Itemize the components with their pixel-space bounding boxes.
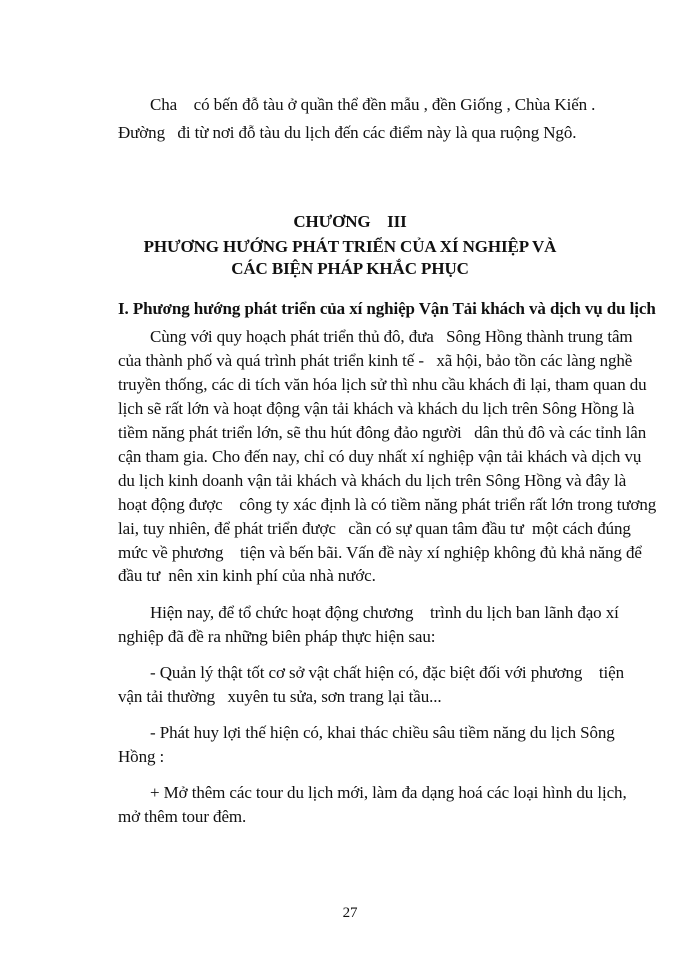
paragraph-line: lai, tuy nhiên, để phát triển được cần có sự quan tâm đầu tư một cách đúng [118,519,631,538]
chapter-title-line-2: CÁC BIỆN PHÁP KHẮC PHỤC [231,259,469,278]
list-item-line: Hồng : [118,747,165,766]
list-item-line: mở thêm tour đêm. [118,807,247,826]
list-item-line: - Phát huy lợi thế hiện có, khai thác chiều sâu tiềm năng du lịch Sông [150,723,615,742]
chapter-title-line-1: PHƯƠNG HƯỚNG PHÁT TRIỂN CỦA XÍ NGHIỆP VÀ [143,237,557,256]
paragraph-line: Hiện nay, để tổ chức hoạt động chương trình du lịch ban lãnh đạo xí [150,603,619,622]
section-heading: I. Phương hướng phát triển của xí nghiệp Vận Tải khách và dịch vụ du lịch [118,299,656,318]
paragraph-line: lịch sẽ rất lớn và hoạt động vận tải khách và khách du lịch trên Sông Hồng là [118,399,635,418]
paragraph-line: đầu tư nên xin kinh phí của nhà nước. [118,566,376,585]
intro-line-1: Cha có bến đỗ tàu ở quần thể đền mẫu , đền Giống , Chùa Kiến . [150,95,596,114]
paragraph-line: hoạt động được công ty xác định là có tiềm năng phát triển rất lớn trong tương [118,495,657,514]
paragraph-line: tiềm năng phát triển lớn, sẽ thu hút đông đảo người dân thủ đô và các tỉnh lân [118,423,647,442]
paragraph-line: Cùng với quy hoạch phát triển thủ đô, đưa Sông Hồng thành trung tâm [150,327,633,346]
paragraph-line: cận tham gia. Cho đến nay, chỉ có duy nhất xí nghiệp vận tải khách và dịch vụ [118,447,642,466]
paragraph-line: du lịch kinh doanh vận tải khách và khách du lịch trên Sông Hồng và đây là [118,471,627,490]
list-item-line: - Quản lý thật tốt cơ sở vật chất hiện có, đặc biệt đối với phương tiện [150,663,624,682]
list-item-line: + Mở thêm các tour du lịch mới, làm đa dạng hoá các loại hình du lịch, [150,783,627,802]
list-item-line: vận tải thường xuyên tu sửa, sơn trang lại tầu... [118,687,442,706]
paragraph-line: nghiệp đã đề ra những biên pháp thực hiện sau: [118,627,436,646]
intro-line-2: Đường đi từ nơi đỗ tàu du lịch đến các điểm này là qua ruộng Ngô. [118,123,577,142]
page-number: 27 [342,905,358,921]
paragraph-line: mức về phương tiện và bến bãi. Vấn đề này xí nghiệp không đủ khả năng để [118,543,642,562]
paragraph-line: của thành phố và quá trình phát triển kinh tế - xã hội, bảo tồn các làng nghề [118,351,633,370]
paragraph-line: truyền thống, các di tích văn hóa lịch sử thì nhu cầu khách đi lại, tham quan du [118,375,647,394]
chapter-number: CHƯƠNG III [293,212,407,231]
